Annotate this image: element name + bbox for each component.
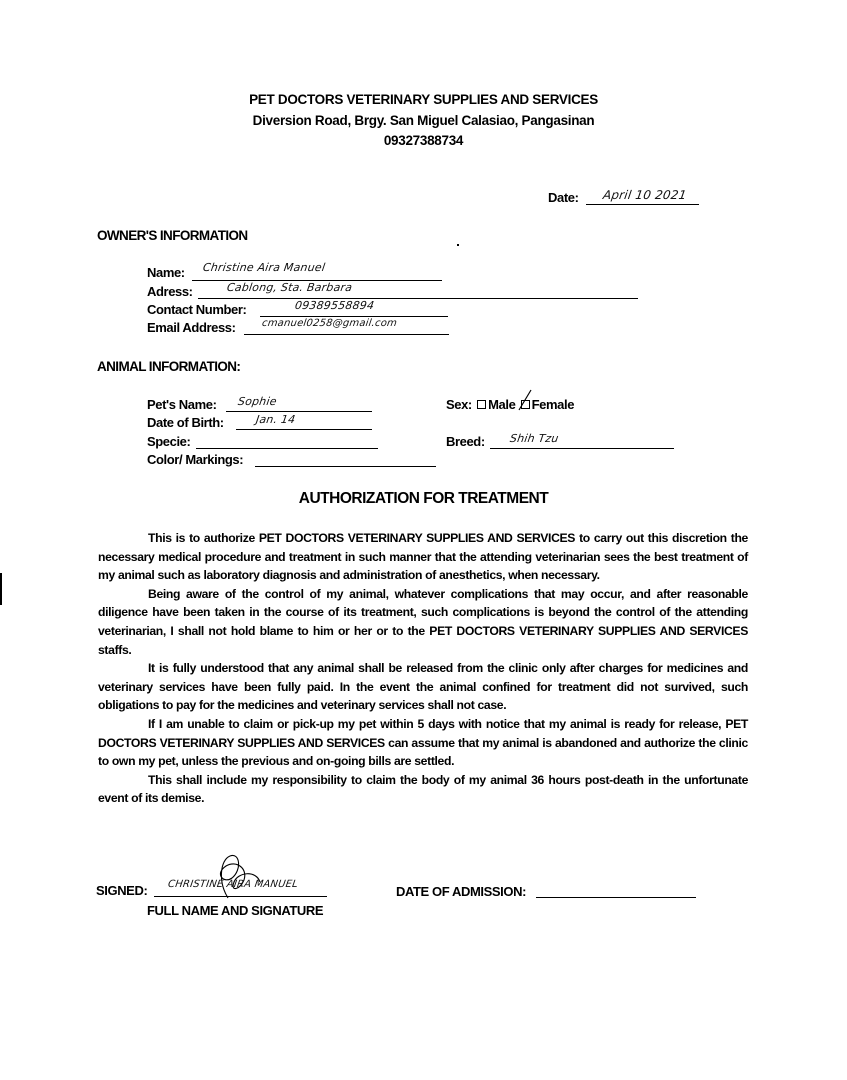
authorization-paragraph: If I am unable to claim or pick-up my pet within 5 days with notice that my animal is ready for release, PET DOCTORS VETERINARY SUPPLIES AND SERVICES can assume that my animal is abandoned and authorize the clinic to own my pet, unless the previous and on-going bills are settled. xyxy=(98,716,748,769)
authorization-paragraph: Being aware of the control of my animal, whatever complications that may occur, and after reasonable diligence have been taken in the course of its treatment, such complications is beyond the control of the attending veterinarian, I shall not hold blame to him or her or to the PET DOCTORS VETERINARY SUPPLIES AND SERVICES staffs. xyxy=(98,586,748,657)
owner-contact-line xyxy=(260,316,448,317)
date-value[interactable]: April 10 2021 xyxy=(602,188,688,202)
dob-label: Date of Birth: xyxy=(147,415,224,430)
male-checkbox[interactable] xyxy=(477,400,486,409)
breed-value[interactable]: Shih Tzu xyxy=(509,432,560,445)
dob-line xyxy=(236,429,372,430)
female-checkbox[interactable] xyxy=(521,400,530,409)
owner-name-label: Name: xyxy=(147,265,185,280)
admission-label: DATE OF ADMISSION: xyxy=(396,884,527,899)
signed-value[interactable]: CHRISTINE AIRA MANUEL xyxy=(167,879,299,890)
signature-caption: FULL NAME AND SIGNATURE xyxy=(147,903,324,918)
owner-name-value[interactable]: Christine Aira Manuel xyxy=(202,261,327,274)
dob-value[interactable]: Jan. 14 xyxy=(255,413,297,426)
owner-contact-label: Contact Number: xyxy=(147,302,247,317)
pet-name-line xyxy=(226,411,372,412)
business-address: Diversion Road, Brgy. San Miguel Calasiao, Pangasinan xyxy=(252,113,595,128)
owner-email-line xyxy=(244,334,449,335)
breed-line xyxy=(490,448,674,449)
owner-address-label: Adress: xyxy=(147,284,193,299)
color-label: Color/ Markings: xyxy=(147,452,244,467)
date-line xyxy=(586,204,699,205)
business-name: PET DOCTORS VETERINARY SUPPLIES AND SERVICES xyxy=(249,92,598,107)
check-mark-icon xyxy=(518,389,532,411)
business-phone: 09327388734 xyxy=(383,133,464,148)
pet-name-value[interactable]: Sophie xyxy=(237,395,278,408)
owner-contact-value[interactable]: 09389558894 xyxy=(294,299,376,312)
signed-line xyxy=(154,896,327,897)
male-option-label: Male xyxy=(488,397,516,412)
pet-name-label: Pet's Name: xyxy=(147,397,217,412)
animal-section-title: ANIMAL INFORMATION: xyxy=(97,359,241,374)
signature-scribble xyxy=(200,852,270,900)
authorization-title: AUTHORIZATION FOR TREATMENT xyxy=(298,490,549,507)
authorization-paragraph: This is to authorize PET DOCTORS VETERINARY SUPPLIES AND SERVICES to carry out this discretion the necessary medical procedure and treatment in such manner that the attending veterinarian sees the best treatment of my animal such as laboratory diagnosis and administration of anesthetics, when necessary. xyxy=(98,531,748,583)
specie-line xyxy=(196,448,378,449)
authorization-paragraph: It is fully understood that any animal shall be released from the clinic only after charges for medicines and veterinary services have been fully paid. In the event the animal confined for treatment did not survived, such obligations to pay for the medicines and veterinary services shall not case. xyxy=(98,661,748,713)
sex-label: Sex: xyxy=(446,397,472,412)
owner-email-label: Email Address: xyxy=(147,320,236,335)
owner-address-value[interactable]: Cablong, Sta. Barbara xyxy=(226,281,354,294)
admission-line[interactable] xyxy=(536,897,696,898)
sex-field xyxy=(446,397,574,412)
authorization-body xyxy=(98,529,748,808)
color-line xyxy=(255,466,436,467)
owner-address-line xyxy=(198,298,638,299)
signed-label: SIGNED: xyxy=(96,883,148,898)
specie-label: Specie: xyxy=(147,434,191,449)
female-option-label: Female xyxy=(531,397,575,412)
scan-edge-mark xyxy=(0,573,2,605)
owner-email-value[interactable]: cmanuel0258@gmail.com xyxy=(261,318,398,329)
breed-label: Breed: xyxy=(446,434,485,449)
stray-dot xyxy=(457,244,459,246)
authorization-paragraph: This shall include my responsibility to claim the body of my animal 36 hours post-death in the unfortunate event of its demise. xyxy=(98,772,748,806)
date-label: Date: xyxy=(548,190,579,205)
owner-section-title: OWNER'S INFORMATION xyxy=(97,228,248,243)
